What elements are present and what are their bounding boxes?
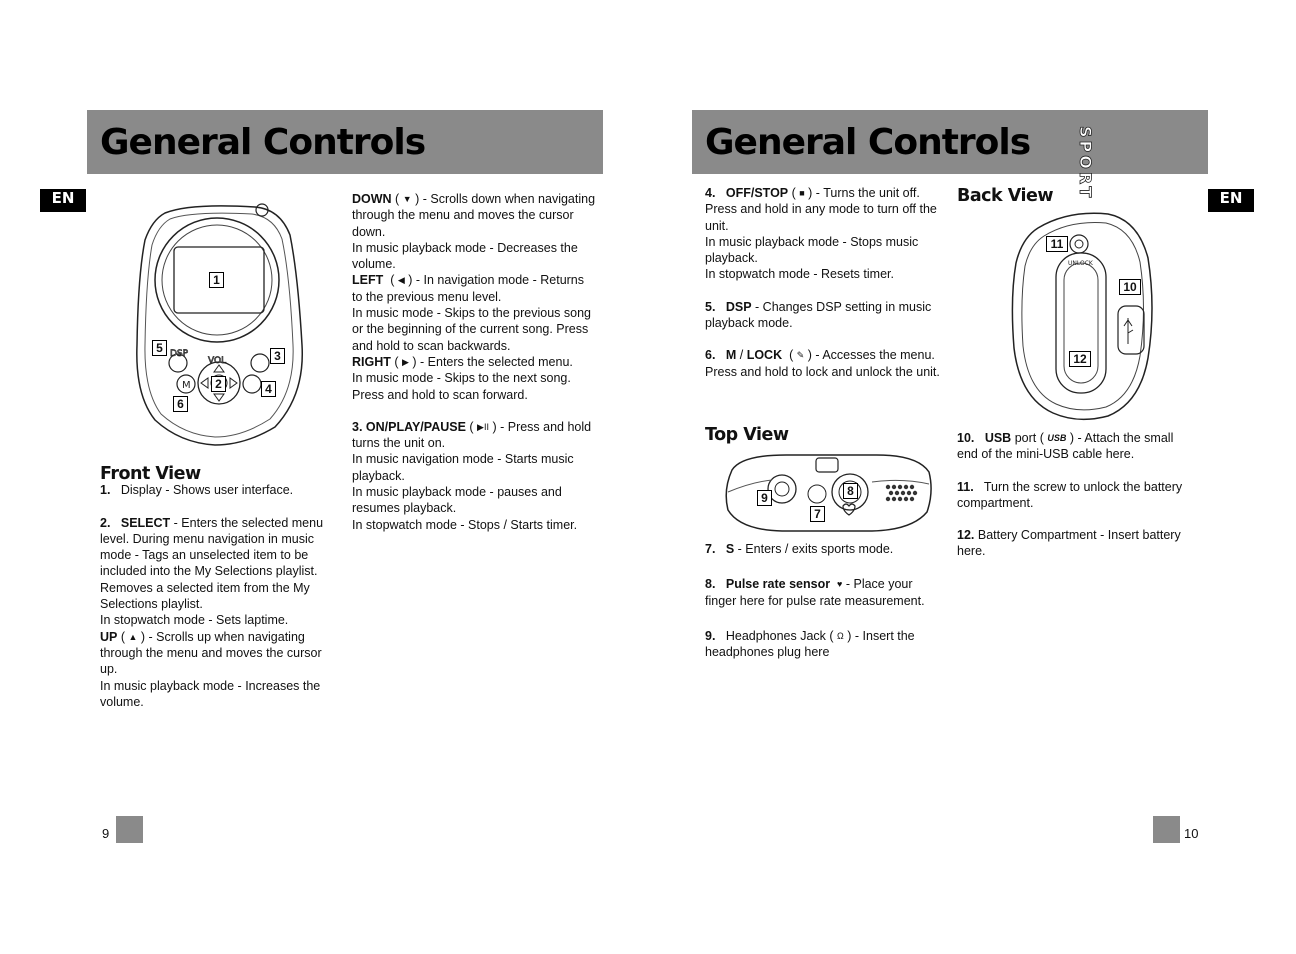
controls-column	[352, 191, 597, 533]
menu-label: M	[182, 380, 191, 391]
right-language-tab: EN	[1208, 189, 1254, 212]
stop-icon: ■	[799, 188, 805, 198]
usb-icon: USB	[1047, 433, 1067, 443]
vol-label: VOL	[208, 356, 227, 366]
callout-8: 8	[843, 483, 858, 499]
callout-3: 3	[270, 348, 285, 364]
sport-label: SPORT	[1076, 126, 1095, 201]
item-4-music: In music playback mode - Stops music playback.	[705, 234, 919, 266]
item-6: 6. M / LOCK ( ✎ ) - Accesses the menu. Press and hold to lock and unlock the unit.	[705, 348, 940, 379]
lock-key-icon: ✎	[796, 350, 805, 361]
back-view-illustration	[1008, 126, 1156, 424]
up-arrow-icon: ▲	[128, 631, 138, 642]
left-page-title: General Controls	[100, 122, 426, 163]
item-left-music: In music mode - Skips to the previous song or the beginning of the current song. Press and hold to scan backwards.	[352, 306, 592, 353]
item-right: RIGHT ( ▶ ) - Enters the selected menu.	[352, 354, 573, 369]
right-page-title: General Controls	[705, 122, 1031, 163]
headphones-icon: Ω	[837, 630, 844, 641]
front-view-column	[100, 466, 332, 710]
front-view-illustration	[130, 195, 305, 445]
dsp-label: DSP	[170, 349, 189, 359]
item-up: UP ( ▲ ) - Scrolls up when navigating through the menu and moves the cursor up.	[100, 629, 322, 677]
down-arrow-icon: ▼	[402, 194, 412, 204]
callout-12: 12	[1069, 351, 1091, 367]
left-title-banner	[87, 110, 603, 174]
unlock-label: UNLOCK	[1068, 260, 1093, 267]
item-9: 9. Headphones Jack ( Ω ) - Insert the headphones plug here	[705, 628, 915, 660]
item-up-music: In music playback mode - Increases the volume.	[100, 678, 321, 709]
right-title-banner	[692, 110, 1208, 174]
right-arrow-icon: ▶	[402, 356, 409, 367]
top-view-heading: Top View	[705, 425, 789, 445]
item-4: 4. OFF/STOP ( ■ ) - Turns the unit off. Press and hold in any mode to turn off the unit.	[705, 186, 937, 233]
item-7: 7. S - Enters / exits sports mode.	[705, 542, 894, 556]
item-3-nav: In music navigation mode - Starts music playback.	[352, 452, 574, 483]
item-left: LEFT ( ◀ ) - In navigation mode - Returns to the previous menu level.	[352, 273, 585, 304]
callout-9: 9	[757, 490, 772, 506]
callout-6: 6	[173, 396, 188, 412]
item-3: 3. ON/PLAY/PAUSE ( ▶II ) - Press and hold turns the unit on.	[352, 419, 592, 451]
left-page-number: 9	[102, 826, 110, 841]
item-4-stop: In stopwatch mode - Resets timer.	[705, 267, 894, 282]
item-5: 5. DSP - Changes DSP setting in music playback mode.	[705, 299, 932, 331]
top-view-illustration	[722, 452, 934, 534]
left-language-tab: EN	[40, 189, 86, 212]
callout-2: 2	[211, 376, 226, 392]
item-1: 1. Display - Shows user interface.	[100, 483, 294, 498]
top-view-items	[705, 541, 940, 660]
item-12: 12. Battery Compartment - Insert battery here.	[957, 528, 1181, 559]
item-3-play: In music playback mode - pauses and resumes playback.	[352, 485, 562, 516]
item-down-music: In music playback mode - Decreases the volume.	[352, 240, 578, 272]
left-page-marker	[116, 816, 143, 843]
back-view-items	[957, 430, 1197, 560]
callout-1: 1	[209, 272, 224, 288]
right-page-marker	[1153, 816, 1180, 843]
item-2: 2. SELECT - Enters the selected menu level. During menu navigation in music mode - Tags an unselected item to be included into the My Selections playlist. Removes a selected item from the My Selections playlist.	[100, 515, 324, 612]
callout-7: 7	[810, 506, 825, 522]
item-3-stop: In stopwatch mode - Stops / Starts timer.	[352, 517, 578, 532]
item-8: 8. Pulse rate sensor ♥ - Place your finger here for pulse rate measurement.	[705, 577, 925, 608]
item-2-stopwatch: In stopwatch mode - Sets laptime.	[100, 613, 289, 628]
item-down: DOWN ( ▼ ) - Scrolls down when navigating through the menu and moves the cursor down.	[352, 192, 596, 239]
right-controls-column	[705, 185, 940, 380]
callout-11: 11	[1046, 236, 1068, 252]
callout-4: 4	[261, 381, 276, 397]
front-view-heading: Front View	[100, 464, 201, 484]
play-pause-icon: ▶II	[477, 421, 489, 432]
item-11: 11. Turn the screw to unlock the battery compartment.	[957, 479, 1183, 510]
back-view-heading: Back View	[957, 186, 1054, 206]
callout-5: 5	[152, 340, 167, 356]
callout-10: 10	[1119, 279, 1141, 295]
left-arrow-icon: ◀	[397, 275, 405, 286]
item-right-music: In music mode - Skips to the next song. Press and hold to scan forward.	[352, 371, 571, 402]
right-page-number: 10	[1184, 826, 1199, 841]
item-10: 10. USB port ( USB ) - Attach the small end of the mini-USB cable here.	[957, 431, 1174, 462]
heart-icon: ♥	[837, 579, 843, 590]
